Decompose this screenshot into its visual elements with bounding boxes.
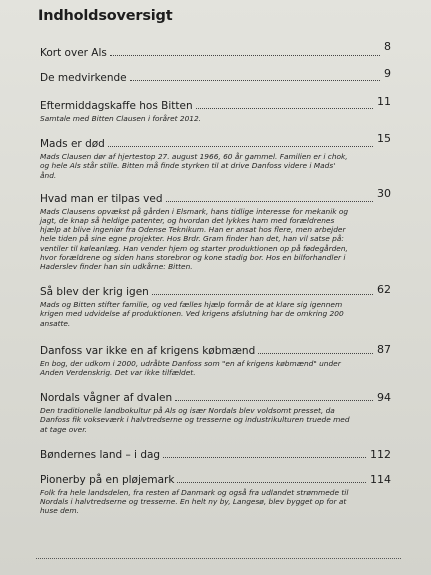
- toc-entry: [40, 285, 391, 328]
- bottom-rule: [36, 558, 401, 559]
- entry-description: En bog, der udkom i 2000, udråbte Danfoss som "en af krigens købmænd" under Anden Verdenskrig. Det var ikke tilfældet.: [40, 358, 341, 378]
- entry-description: Folk fra hele landsdelen, fra resten af Danmark og også fra udlandet strømmede til Nordals i halvtredserne og tresserne. En helt ny by, Langesø, blev bygget op for at huse dem.: [40, 487, 349, 516]
- toc-entry: [40, 391, 391, 434]
- toc-heading: Indholdsoversigt: [38, 8, 173, 24]
- entry-description: Samtale med Bitten Clausen i foråret 2012.: [40, 114, 202, 123]
- entry-page: 94: [377, 391, 391, 405]
- entry-title: Pionerby på en pløjemark: [40, 473, 175, 486]
- entry-description: Mads Clausen dør af hjertestop 27. august 1966, 60 år gammel. Familien er i chok, og hele Als står stille. Bitten må finde styrken til at drive Danfoss videre i Mads' ånd.: [40, 152, 348, 180]
- entry-page: 112: [370, 447, 391, 461]
- leader-dots: [177, 482, 366, 483]
- toc-entry: [40, 448, 391, 461]
- entry-title: Kort over Als: [40, 47, 107, 59]
- entry-title: Så blev der krig igen: [40, 286, 149, 299]
- entry-page: 15: [377, 132, 391, 146]
- leader-dots: [258, 353, 373, 354]
- leader-dots: [110, 55, 380, 56]
- toc-entry: [40, 186, 391, 272]
- leader-dots: [166, 201, 373, 202]
- toc-entry: [40, 132, 391, 180]
- entry-title: Nordals vågner af dvalen: [40, 392, 173, 405]
- toc-entry: [40, 67, 391, 84]
- entry-title: De medvirkende: [40, 72, 127, 84]
- toc-entry: [40, 473, 391, 516]
- entry-page: 62: [377, 283, 391, 297]
- entry-page: 9: [384, 67, 391, 80]
- entry-title: Eftermiddagskaffe hos Bitten: [40, 100, 193, 112]
- entry-description: Mads og Bitten stifter familie, og ved fælles hjælp formår de at klare sig igennem krigen med udvidelse af produktionen. Ved krigens afslutning har de omkring 200 ansatte.: [40, 300, 344, 328]
- leader-dots: [163, 457, 366, 458]
- entry-page: 87: [377, 342, 391, 356]
- entry-title: Mads er død: [40, 138, 105, 151]
- leader-dots: [130, 80, 380, 81]
- leader-dots: [152, 294, 373, 295]
- entry-page: 11: [377, 95, 391, 108]
- toc-entry: [40, 95, 391, 123]
- leader-dots: [175, 400, 373, 401]
- toc-entry: [40, 344, 391, 377]
- entry-page: 114: [370, 472, 391, 486]
- entry-description: Mads Clausens opvækst på gården i Elsmark, hans tidlige interesse for mekanik og jagt, de knap så heldige patenter, og hvordan det lykkes ham med forældrenes hjælp at blive ingeniør fra Odense Teknikum. Han er ansat hos flere, men arbejder hele tiden på sine egne projekter. Hos Brdr. Gram finder han det, han vil satse på: ventiler til køleanlæg. Han vender hjem og starter produktionen op på fødegården, hvor forældrene og siden hans storebror og kone stadig bor. Hos en bilforhandler i Haderslev finder han sin udkårne: Bitten.: [40, 206, 349, 272]
- entry-description: Den traditionelle landbokultur på Als og især Nordals blev voldsomt presset, da Danfoss fik vokseværk i halvtredserne og tresserne og industrikulturen truede med at tage over.: [40, 406, 350, 434]
- leader-dots: [108, 146, 373, 147]
- toc-entry: [40, 40, 391, 59]
- leader-dots: [196, 108, 373, 109]
- entry-title: Hvad man er tilpas ved: [40, 192, 163, 205]
- entry-page: 30: [377, 186, 391, 200]
- entry-title: Danfoss var ikke en af krigens købmænd: [40, 344, 256, 357]
- entry-title: Bøndernes land – i dag: [40, 448, 161, 461]
- entry-page: 8: [384, 40, 391, 53]
